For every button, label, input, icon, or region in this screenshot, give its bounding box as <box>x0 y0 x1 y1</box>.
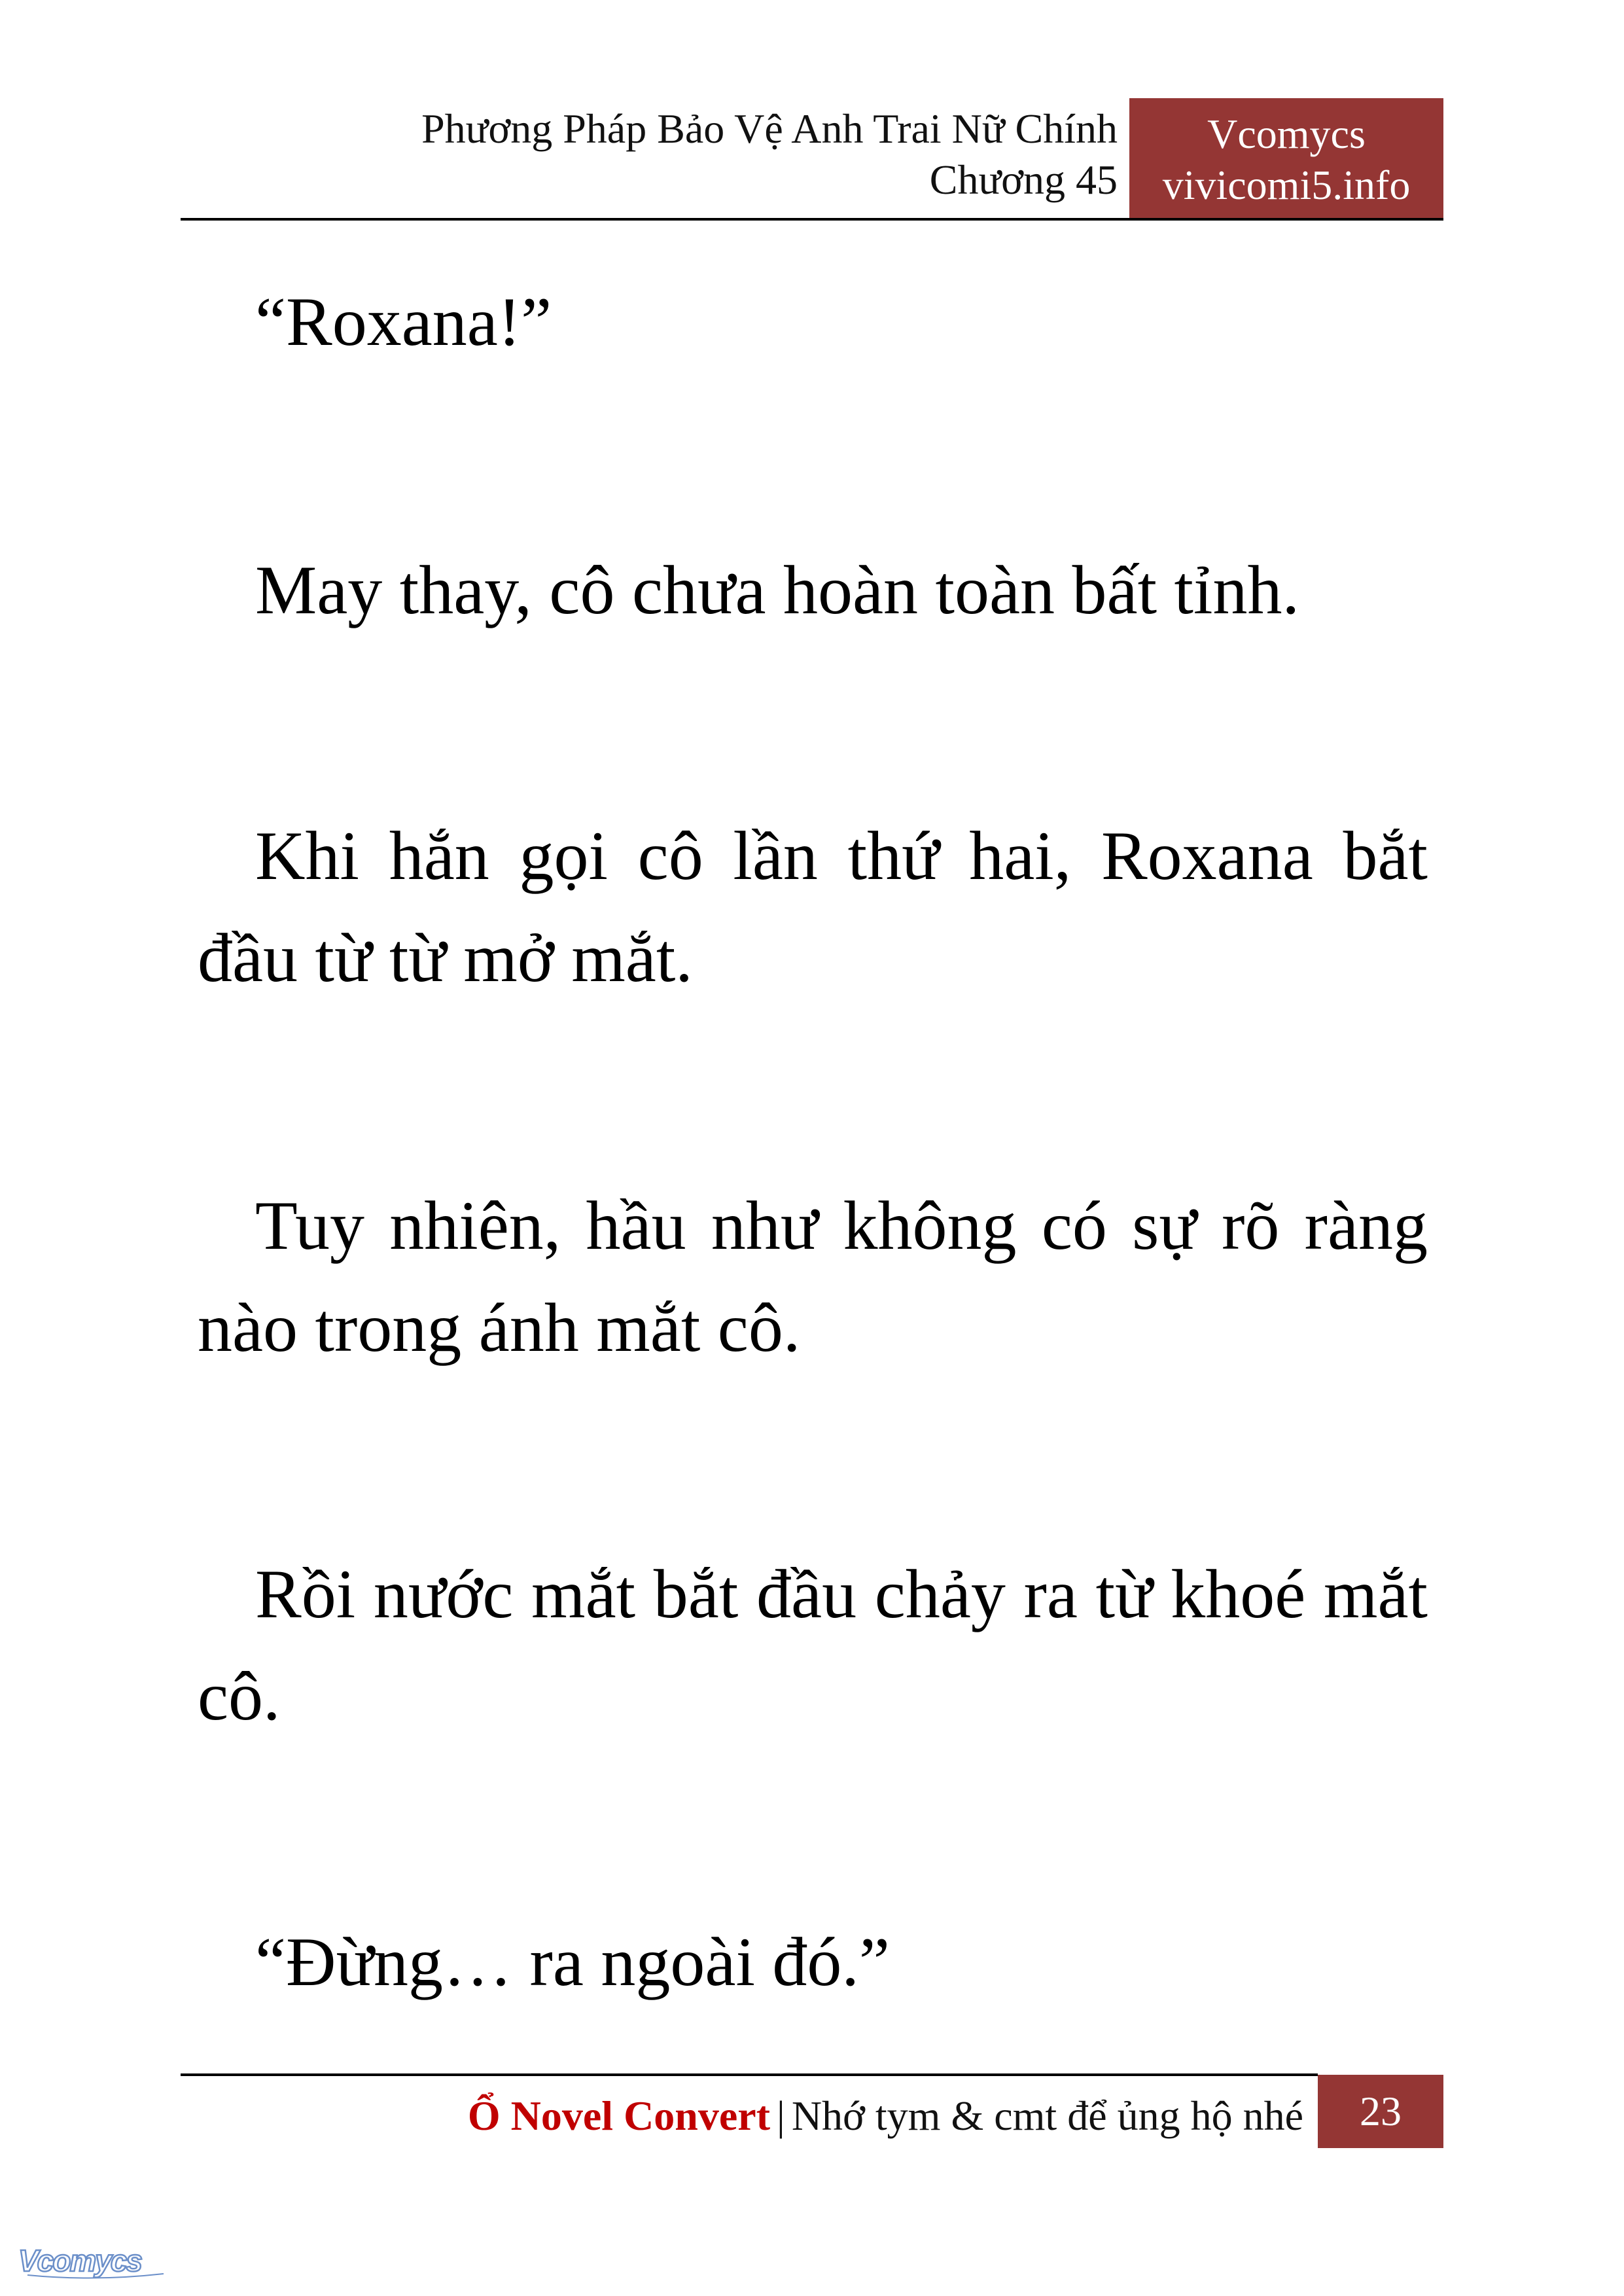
svg-text:Vcomycs: Vcomycs <box>18 2244 142 2278</box>
footer-separator: | <box>777 2092 785 2139</box>
header-divider <box>181 218 1443 221</box>
paragraph: Khi hắn gọi cô lần thứ hai, Roxana bắt đầu từ từ mở mắt. <box>198 817 1428 996</box>
running-header <box>196 103 1118 206</box>
chapter-label: Chương 45 <box>929 156 1118 203</box>
paragraph: “Đừng… ra ngoài đó.” <box>255 1924 890 2000</box>
vcomycs-logo-icon <box>16 2238 173 2284</box>
badge-site-name: Vcomycs <box>1207 111 1366 157</box>
badge-site-url: vivicomi5.info <box>1162 162 1411 208</box>
page-number: 23 <box>1318 2075 1443 2148</box>
footer-brand: Ổ Novel Convert <box>467 2092 770 2139</box>
paragraph: May thay, cô chưa hoàn toàn bất tỉnh. <box>255 552 1299 628</box>
book-title: Phương Pháp Bảo Vệ Anh Trai Nữ Chính <box>421 105 1118 152</box>
paragraph: Tuy nhiên, hầu như không có sự rõ ràng nào trong ánh mắt cô. <box>198 1187 1428 1366</box>
running-footer <box>196 2087 1303 2145</box>
paragraph: Rồi nước mắt bắt đầu chảy ra từ khoé mắt cô. <box>198 1556 1428 1734</box>
paragraph: “Roxana!” <box>255 283 552 360</box>
source-badge <box>1129 98 1443 219</box>
footer-divider <box>181 2073 1318 2076</box>
footer-message: Nhớ tym & cmt để ủng hộ nhé <box>791 2092 1303 2139</box>
